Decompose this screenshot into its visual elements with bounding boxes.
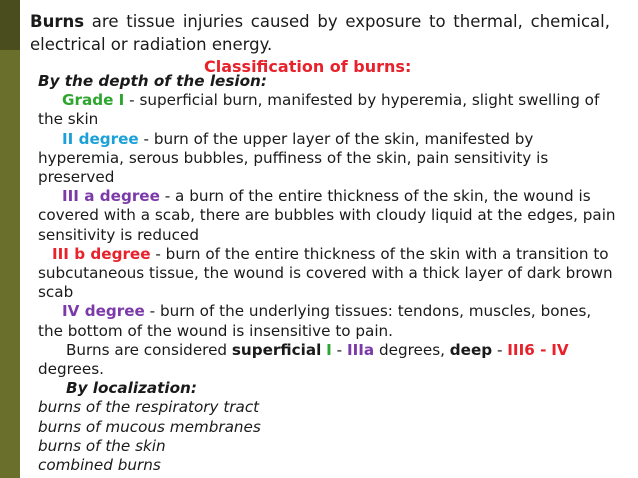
grade-label: III a degree [62, 187, 160, 206]
grade-label: II degree [62, 129, 139, 148]
classification-heading: Classification of burns: [204, 57, 412, 76]
localization-item: burns of mucous membranes [38, 417, 261, 436]
localization-item: burns of the skin [38, 436, 166, 455]
grade-item [38, 245, 618, 303]
side-accent-bar-top [0, 0, 20, 50]
localization-heading-text: By localization: [66, 379, 197, 398]
side-accent-bar [0, 0, 20, 478]
summary-text: degrees, [374, 340, 450, 359]
depth-heading: By the depth of the lesion: [38, 72, 267, 90]
summary-paragraph [38, 341, 618, 379]
summary-grade: IV [551, 340, 569, 359]
summary-dash: - [492, 340, 508, 359]
summary-text: degrees. [38, 360, 104, 379]
localization-heading [38, 379, 618, 398]
grade-text: - superficial burn, manifested by hyperemia, slight swelling of the skin [38, 91, 600, 129]
intro-text: are tissue injuries caused by exposure to thermal, chemical, electrical or radiation energy. [30, 12, 610, 54]
summary-dash: - [331, 340, 347, 359]
localization-item: combined burns [38, 456, 161, 475]
classification-content [38, 72, 618, 475]
summary-grade: III6 - [507, 340, 547, 359]
localization-item: burns of the respiratory tract [38, 398, 260, 417]
grade-label: III b degree [52, 244, 151, 263]
grade-item [38, 130, 618, 188]
intro-paragraph [30, 10, 610, 56]
grade-text: - burn of the entire thickness of the skin with a transition to subcutaneous tissue, the wound is covered with a thick layer of dark brown scab [38, 244, 613, 302]
deep-term: deep [449, 340, 493, 359]
grade-label: IV degree [62, 302, 145, 321]
superficial-term: superficial [231, 340, 322, 359]
intro-term: Burns [30, 12, 85, 31]
grade-item [38, 302, 618, 340]
grade-item [38, 187, 618, 245]
summary-text: Burns are considered [66, 340, 232, 359]
grade-text: - burn of the underlying tissues: tendons, muscles, bones, the bottom of the wound is insensitive to pain. [38, 302, 592, 340]
grade-item [38, 91, 618, 129]
grade-text: - a burn of the entire thickness of the skin, the wound is covered with a scab, there are bubbles with cloudy liquid at the edges, pain sensitivity is reduced [38, 187, 616, 244]
grade-text: - burn of the upper layer of the skin, manifested by hyperemia, serous bubbles, puffiness of the skin, pain sensitivity is preserved [38, 129, 549, 187]
summary-grade: I [326, 340, 332, 359]
grade-label: Grade I [62, 91, 125, 110]
summary-grade: IIIa [346, 340, 375, 359]
